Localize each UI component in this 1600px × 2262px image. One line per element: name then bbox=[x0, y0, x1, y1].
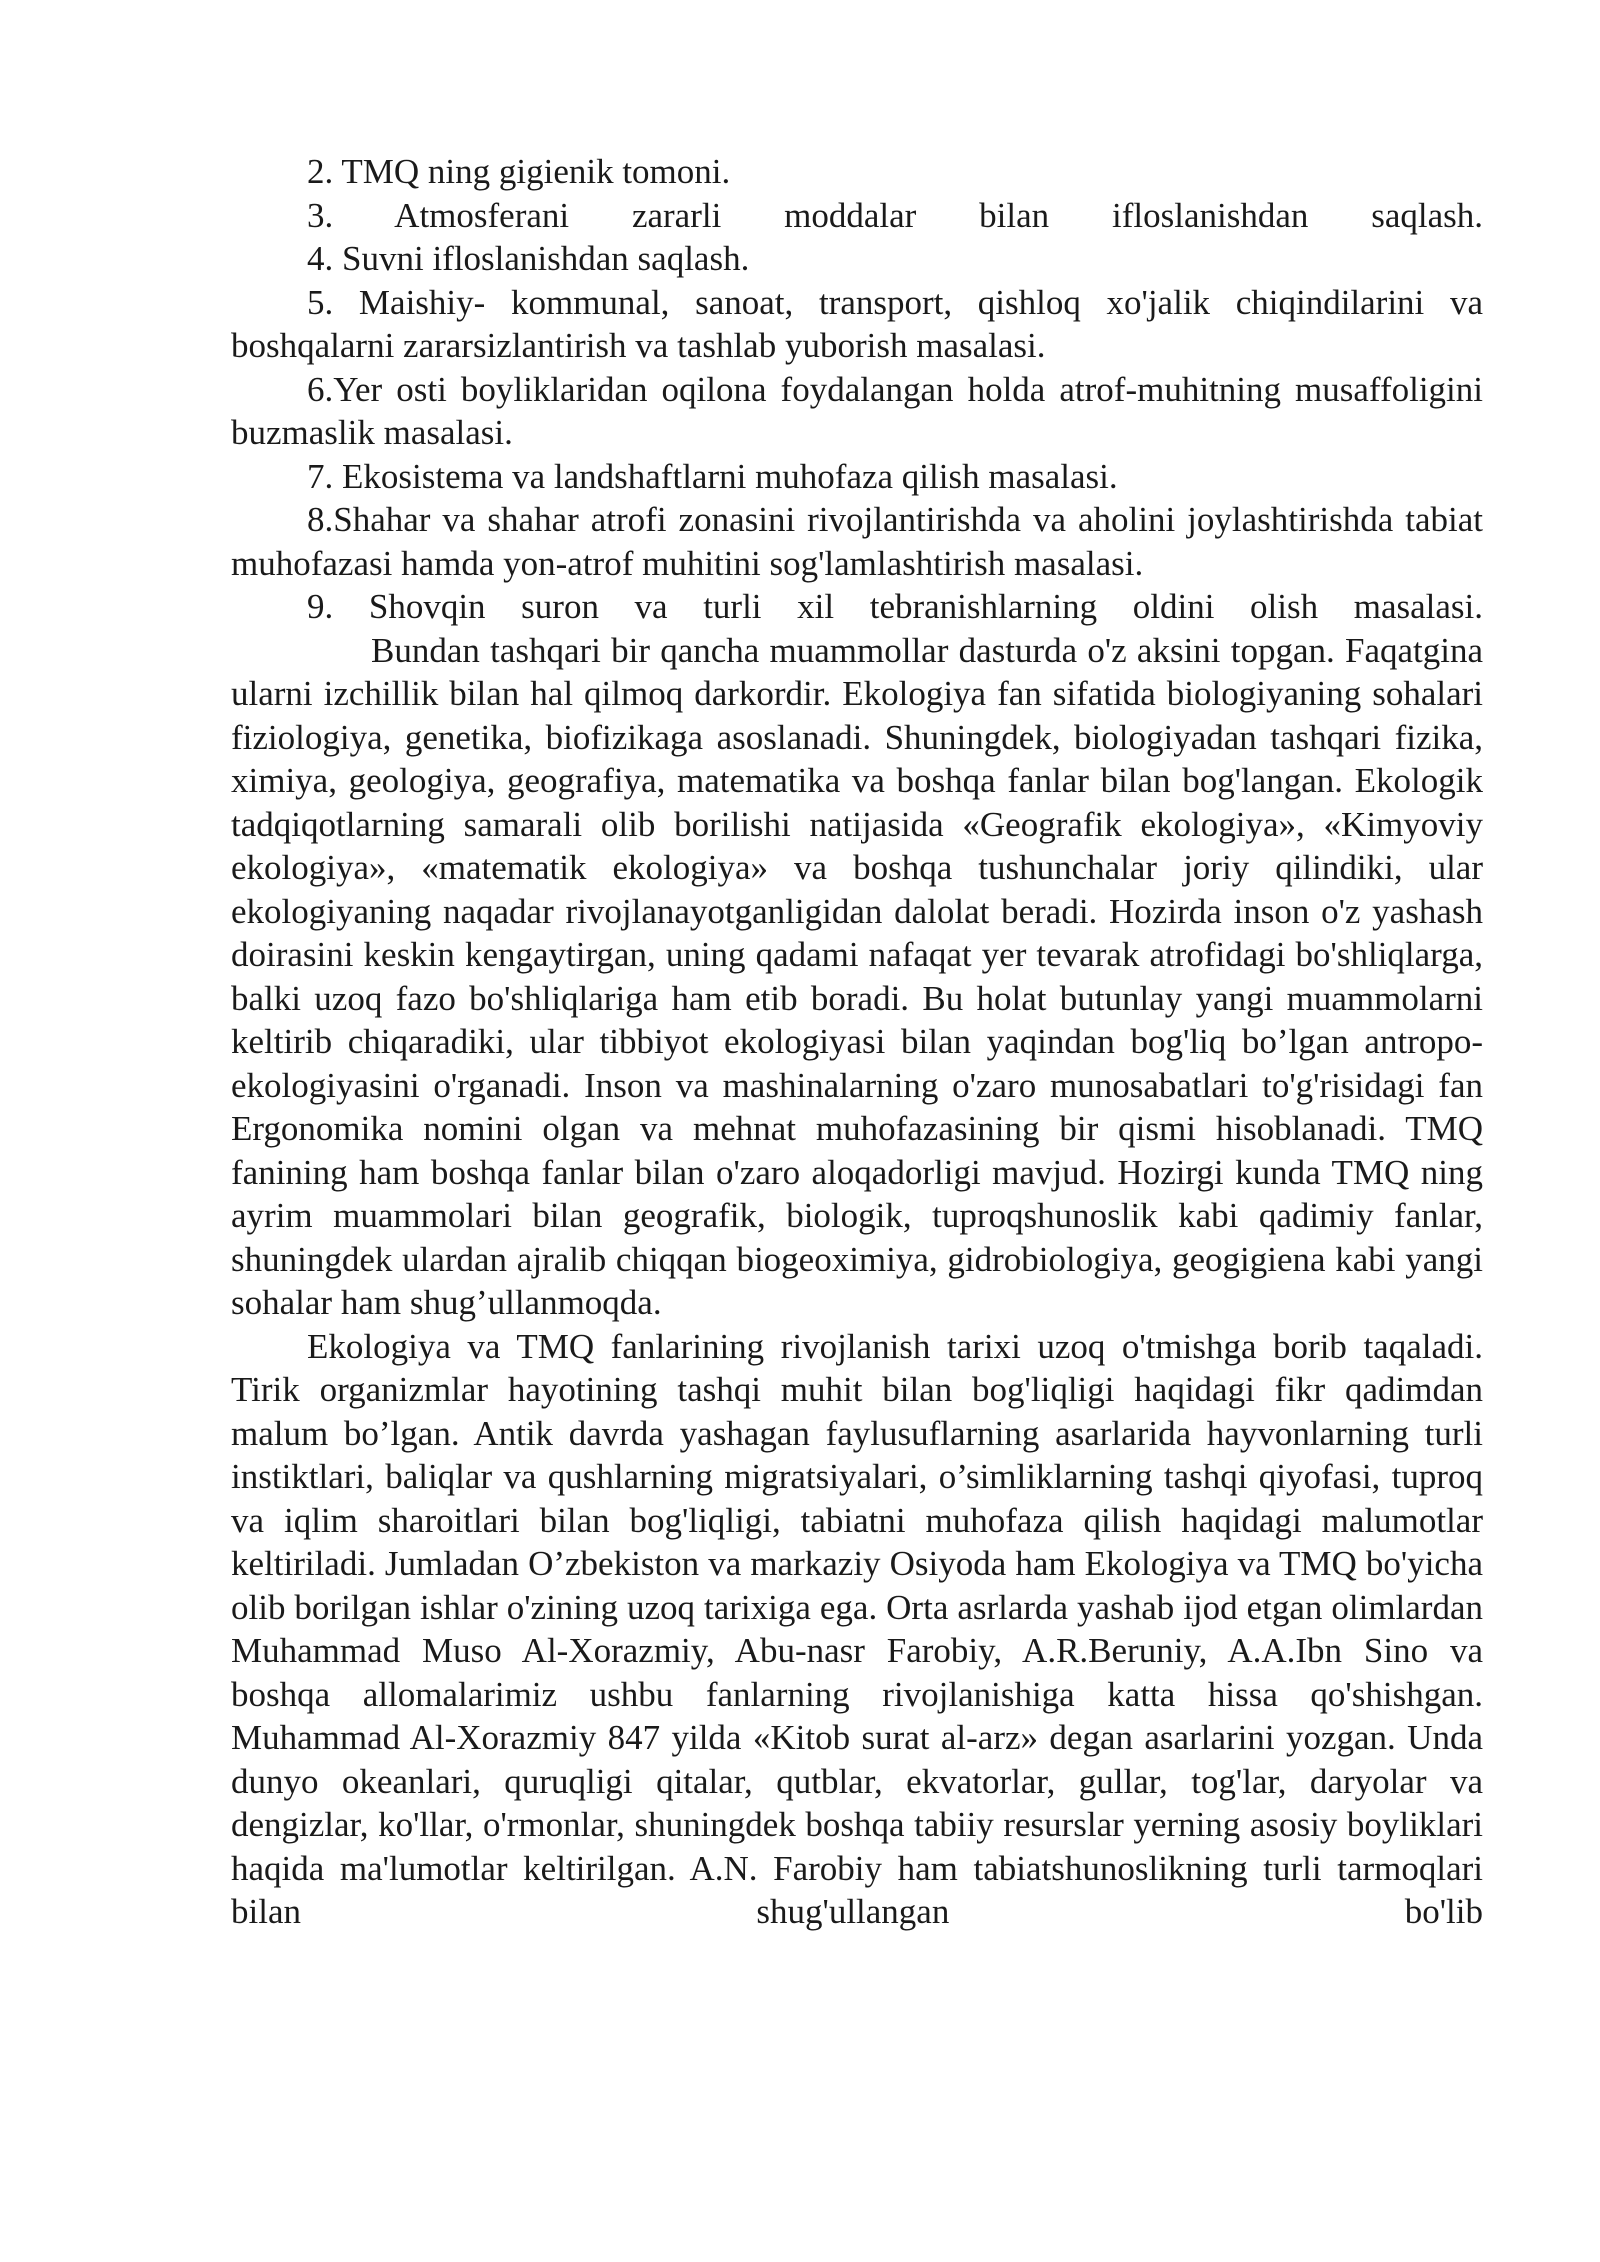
list-item-6: 6.Yer osti boyliklaridan oqilona foydalangan holda atrof-muhitning musaffoligini buzmaslik masalasi. bbox=[231, 369, 1483, 452]
list-item-9: 9. Shovqin suron va turli xil tebranishlarning oldini olish masalasi. bbox=[307, 587, 1483, 626]
list-item-4: 4. Suvni ifloslanishdan saqlash. bbox=[307, 239, 750, 278]
list-item-5: 5. Maishiy- kommunal, sanoat, transport, qishloq xo'jalik chiqindilarini va boshqalarni zararsizlantirish va tashlab yuborish masalasi. bbox=[231, 282, 1483, 365]
list-item-8: 8.Shahar va shahar atrofi zonasini rivojlantirishda va aholini joylashtirishda tabiat muhofazasi hamda yon-atrof muhitini sog'lamlashtirish masalasi. bbox=[231, 500, 1483, 583]
list-item-7: 7. Ekosistema va landshaftlarni muhofaza qilish masalasi. bbox=[307, 456, 1118, 496]
body-paragraph-2: Ekologiya va TMQ fanlarining rivojlanish tarixi uzoq o'tmishga borib taqaladi. Tirik organizmlar hayotining tashqi muhit bilan bog'liqligi haqidagi fikr qadimdan malum bo’lgan. Antik davrda yashagan faylusuflarning asarlarida hayvonlarning turli instiktlari, baliqlar va qushlarning migratsiyalari, o’simliklarning tashqi qiyofasi, tuproq va iqlim sharoitlari bilan bog'liqligi, tabiatni muhofaza qilish haqidagi malumotlar keltiriladi. Jumladan O’zbekiston va markaziy Osiyoda ham Ekologiya va TMQ bo'yicha olib borilgan ishlar o'zining uzoq tarixiga ega. Orta asrlarda yashab ijod etgan olimlardan Muhammad Muso Al-Xorazmiy, Abu-nasr Farobiy, A.R.Beruniy, A.A.Ibn Sino va boshqa allomalarimiz ushbu fanlarning rivojlanishiga katta hissa qo'shishgan. Muhammad Al-Xorazmiy 847 yilda «Kitob surat al-arz» degan asarlarini yozgan. Unda dunyo okeanlari, quruqligi qitalar, qutblar, ekvatorlar, gullar, tog'lar, daryolar va dengizlar, ko'llar, o'rmonlar, shuningdek boshqa tabiiy resurslar yerning asosiy boyliklari haqida ma'lumotlar keltirilgan. A.N. Farobiy ham tabiatshunoslikning turli tarmoqlari bilan shug'ullangan bo'lib bbox=[231, 1326, 1483, 1931]
list-item-3: 3. Atmosferani zararli moddalar bilan ifloslanishdan saqlash. bbox=[307, 195, 1483, 235]
body-paragraph-1: Bundan tashqari bir qancha muammollar dasturda o'z aksini topgan. Faqatgina ularni izchillik bilan hal qilmoq darkordir. Ekologiya fan sifatida biologiyaning sohalari fiziologiya, genetika, biofizikaga asoslanadi. Shuningdek, biologiyadan tashqari fizika, ximiya, geologiya, geografiya, matematika va boshqa fanlar bilan bog'langan. Ekologik tadqiqotlarning samarali olib borilishi natijasida «Geografik ekologiya», «Kimyoviy ekologiya», «matematik ekologiya» va boshqa tushunchalar joriy qilindiki, ular ekologiyaning naqadar rivojlanayotganligidan dalolat beradi. Hozirda inson o'z yashash doirasini keskin kengaytirgan, uning qadami nafaqat yer tevarak atrofidagi bo'shliqlarga, balki uzoq fazo bo'shliqlariga ham etib boradi. Bu holat butunlay yangi muammolarni keltirib chiqaradiki, ular tibbiyot ekologiyasi bilan yaqindan bog'liq bo’lgan antropo-ekologiyasini o'rganadi. Inson va mashinalarning o'zaro munosabatlari to'g'risidagi fan Ergonomika nomini olgan va mehnat muhofazasining bir qismi hisoblanadi. TMQ fanining ham boshqa fanlar bilan o'zaro aloqadorligi mavjud. Hozirgi kunda TMQ ning ayrim muammolari bilan geografik, biologik, tuproqshunoslik kabi qadimiy fanlar, shuningdek ulardan ajralib chiqqan biogeoximiya, gidrobiologiya, geogigiena kabi yangi sohalar ham shug’ullanmoqda. bbox=[231, 630, 1483, 1322]
list-item-2: 2. TMQ ning gigienik tomoni. bbox=[307, 152, 731, 191]
document-page bbox=[231, 150, 1483, 1934]
